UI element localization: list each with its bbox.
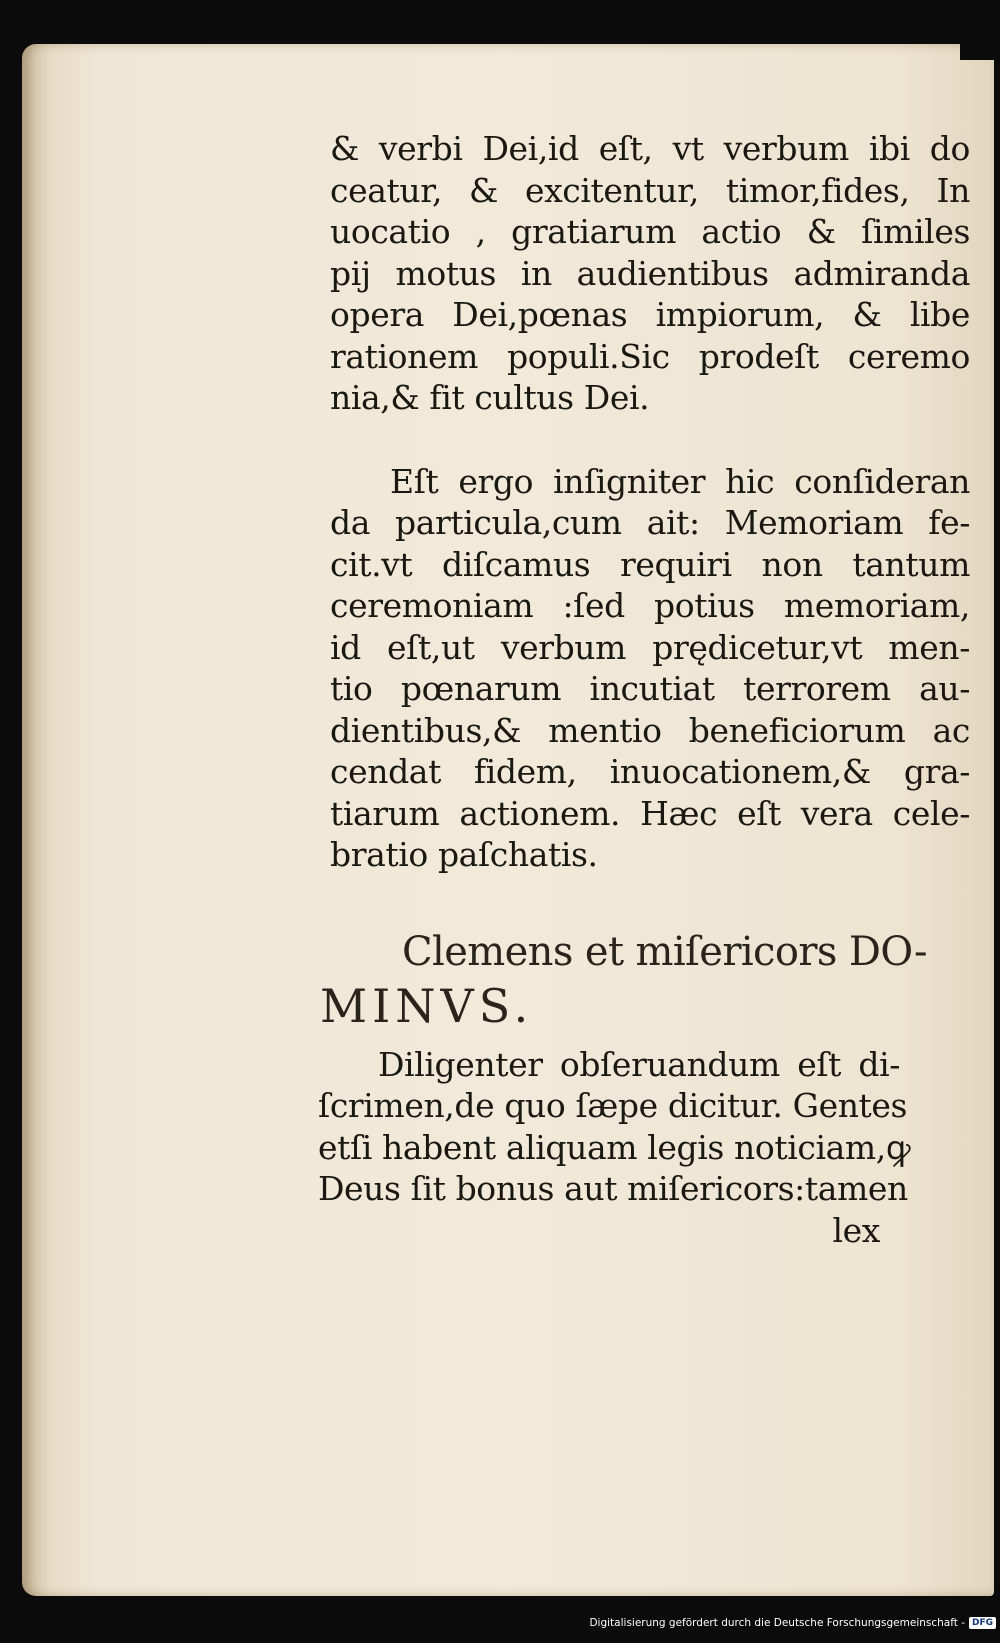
text-line: etſi habent aliquam legis noticiam,ꝙ <box>318 1127 911 1167</box>
text-line: dientibus,& mentio beneficiorum ac <box>330 710 970 750</box>
text-line: tio pœnarum incutiat terrorem au- <box>330 669 970 708</box>
text-line: opera Dei,pœnas impiorum, & libe <box>330 295 970 334</box>
spacer <box>330 419 970 461</box>
text-line: id eſt,ut verbum prędicetur,vt men- <box>330 627 970 667</box>
text-block <box>318 128 970 1251</box>
section-heading <box>320 926 970 1034</box>
text-line: nia,& fit cultus Dei. <box>330 378 650 417</box>
paragraph-1 <box>330 128 970 419</box>
text-line: Diligenter obſeruandum eſt di- <box>378 1044 900 1084</box>
footer-text: Digitalisierung gefördert durch die Deutsche Forschungsgemeinschaft - <box>589 1617 965 1629</box>
text-line: bratio paſchatis. <box>330 835 598 874</box>
text-line: cit.vt diſcamus requiri non tantum <box>330 544 970 584</box>
text-line: pij motus in audientibus admiranda <box>330 253 970 293</box>
spacer <box>330 1034 970 1044</box>
digitization-footer <box>589 1609 996 1637</box>
text-line: Deus ſit bonus aut miſericors:tamen <box>318 1169 908 1208</box>
paragraph-3 <box>318 1044 911 1252</box>
spacer <box>330 876 970 926</box>
catchword: lex <box>832 1210 880 1250</box>
text-line: ceatur, & excitentur, timor,fides, In <box>330 170 970 210</box>
dfg-logo-icon: DFG <box>969 1617 996 1629</box>
text-line: ſcrimen,de quo ſæpe dicitur. Gentes <box>318 1086 908 1125</box>
text-line: Eſt ergo inſigniter hic conſideran <box>390 461 970 501</box>
text-line: cendat fidem, inuocationem,& gra- <box>330 752 970 791</box>
text-line: & verbi Dei,id eſt, vt verbum ibi do <box>330 129 970 168</box>
heading-line-2: MINVS. <box>320 978 534 1033</box>
text-line: uocatio , gratiarum actio & ſimiles <box>330 212 970 251</box>
text-line: da particula,cum ait: Memoriam fe- <box>330 503 970 542</box>
text-line: ceremoniam :ſed potius memoriam, <box>330 586 970 625</box>
scan-corner <box>960 0 1000 60</box>
heading-line-1: Clemens et miſericors DO- <box>402 928 927 975</box>
text-line: rationem populi.Sic prodeſt ceremo <box>330 336 970 376</box>
text-line: tiarum actionem. Hæc eſt vera cele- <box>330 793 970 833</box>
paragraph-2 <box>330 461 970 876</box>
